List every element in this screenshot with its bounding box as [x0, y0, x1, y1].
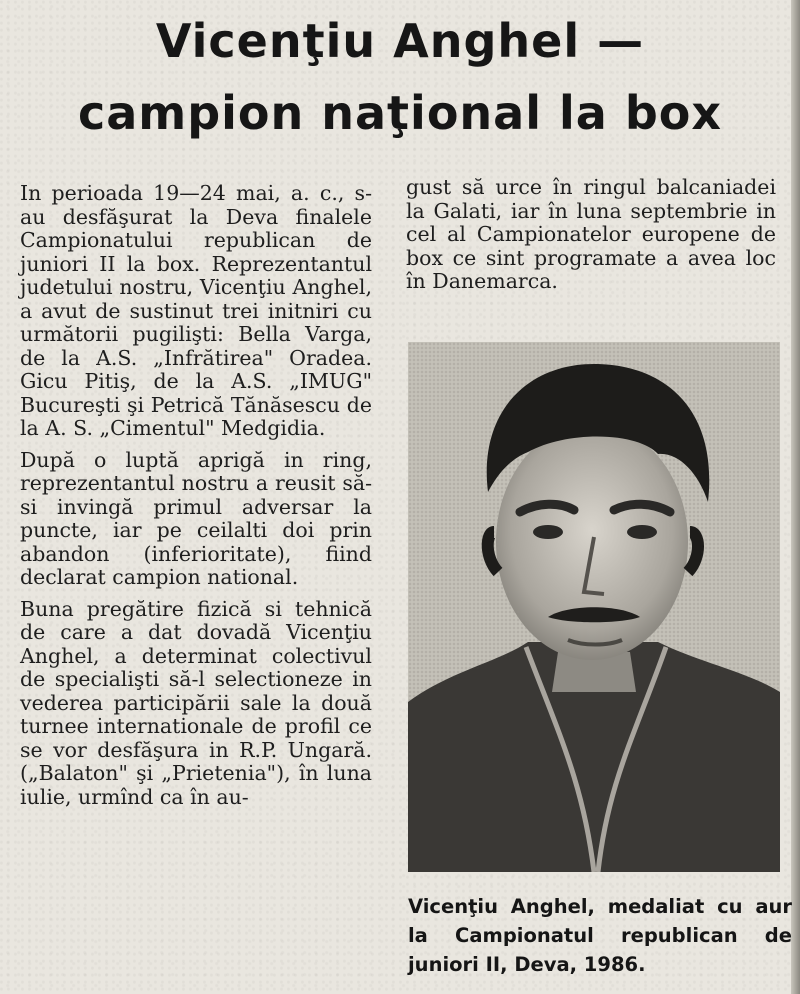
page-edge-shadow [791, 0, 800, 994]
article-paragraph-3-part-2: gust să urce în ringul balcaniadei la Galati, iar în luna septembrie in cel al Campionatelor europene de box ce sint programate a avea loc în Danemarca. [406, 175, 776, 293]
article-paragraph-1: In perioada 19—24 mai, a. c., s-au desfăşurat la Deva finalele Campionatului republican de juniori II la box. Reprezentantul judetului nostru, Vicenţiu Anghel, a avut de sustinut trei initniri cu următorii pugilişti: Bella Varga, de la A.S. „Infrătirea" Oradea. Gicu Pitiş, de la A.S. „IMUG" Bucureşti şi Petrică Tănăsescu de la A. S. „Cimentul" Medgidia. [20, 181, 372, 440]
headline-line-1: Vicenţiu Anghel — [155, 14, 645, 68]
athlete-portrait-photo [408, 342, 780, 872]
article-paragraph-2: După o luptă aprigă in ring, reprezentantul nostru a reusit să-si invingă primul adversar la puncte, iar pe ceilalti doi prin abandon (inferioritate), fiind declarat campion national. [20, 447, 372, 589]
article-column-left [20, 182, 372, 817]
headline-line-2: campion naţional la box [77, 86, 723, 140]
portrait-illustration [408, 342, 780, 872]
article-column-right [406, 176, 776, 302]
article-paragraph-3-part-1: Buna pregătire fizică si tehnică de care a dat dovadă Vicenţiu Anghel, a determinat colectivul de specialişti să-l selectioneze in vederea participării sale la două turnee internationale de profil ce se vor desfăşura in R.P. Ungară. („Balaton" şi „Prietenia"), în luna iulie, urmînd ca în au- [20, 596, 372, 809]
photo-caption: Vicenţiu Anghel, medaliat cu aur la Campionatul republican de juniori II, Deva, 1986. [408, 895, 792, 976]
